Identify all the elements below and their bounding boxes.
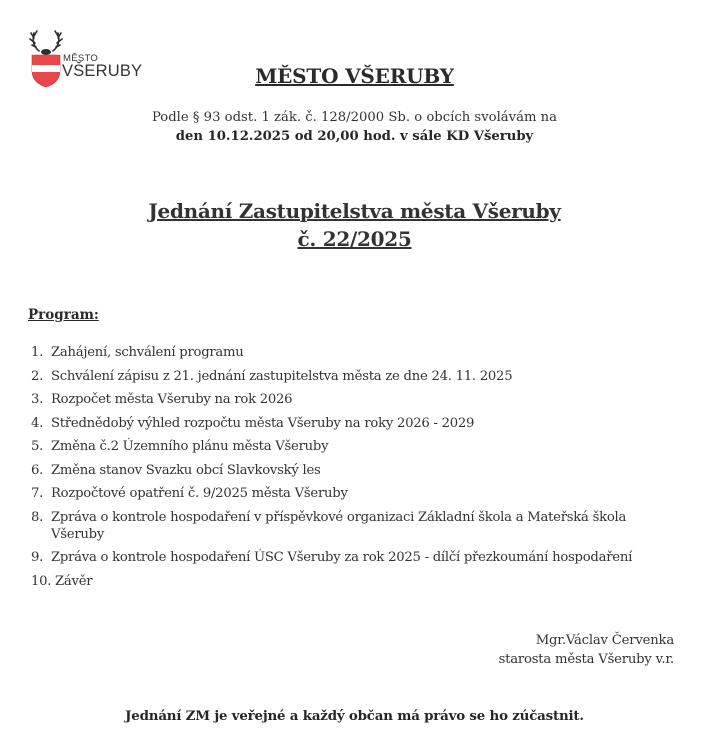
agenda-item: 1. Zahájení, schválení programu: [31, 345, 244, 360]
signatory-role: starosta města Všeruby v.r.: [498, 652, 674, 667]
agenda-item: 6. Změna stanov Svazku obcí Slavkovský les: [31, 462, 321, 478]
agenda-list: [31, 344, 691, 596]
agenda-item: 9. Zpráva o kontrole hospodaření ÚSC Všeruby za rok 2025 - dílčí přezkoumání hospodaření: [31, 550, 633, 565]
signatory-name: Mgr.Václav Červenka: [535, 633, 674, 648]
agenda-item: 7. Rozpočtové opatření č. 9/2025 města Všeruby: [31, 486, 348, 501]
logo-town-name: VŠERUBY: [62, 62, 143, 80]
agenda-item: 3. Rozpočet města Všeruby na rok 2026: [31, 392, 293, 407]
agenda-item: 5. Změna č.2 Územního plánu města Všeruby: [31, 439, 329, 454]
agenda-item: 2. Schválení zápisu z 21. jednání zastupitelstva města ze dne 24. 11. 2025: [31, 368, 513, 384]
meeting-number: č. 22/2025: [297, 227, 412, 251]
legal-basis-line: Podle § 93 odst. 1 zák. č. 128/2000 Sb. o obcích svolávám na: [151, 110, 558, 125]
program-label: Program:: [28, 307, 99, 323]
logo-small-text: MĚSTO: [63, 53, 99, 64]
meeting-heading: [0, 197, 709, 253]
meeting-date-place: den 10.12.2025 od 20,00 hod. v sále KD Všeruby: [175, 129, 534, 144]
convocation-text: [0, 108, 709, 146]
agenda-item: 4. Střednědobý výhled rozpočtu města Všeruby na roky 2026 - 2029: [31, 415, 475, 431]
meeting-name: Jednání Zastupitelstva města Všeruby: [148, 199, 561, 223]
signature-block: [499, 631, 674, 669]
document-title: MĚSTO VŠERUBY: [255, 64, 454, 88]
public-notice: Jednání ZM je veřejné a každý občan má právo se ho zúčastnit.: [125, 708, 584, 724]
agenda-item: 8. Zpráva o kontrole hospodaření v příspěvkové organizaci Základní škola a Mateřská škola Všeruby: [31, 509, 627, 542]
agenda-item: 10. Závěr: [31, 573, 93, 589]
